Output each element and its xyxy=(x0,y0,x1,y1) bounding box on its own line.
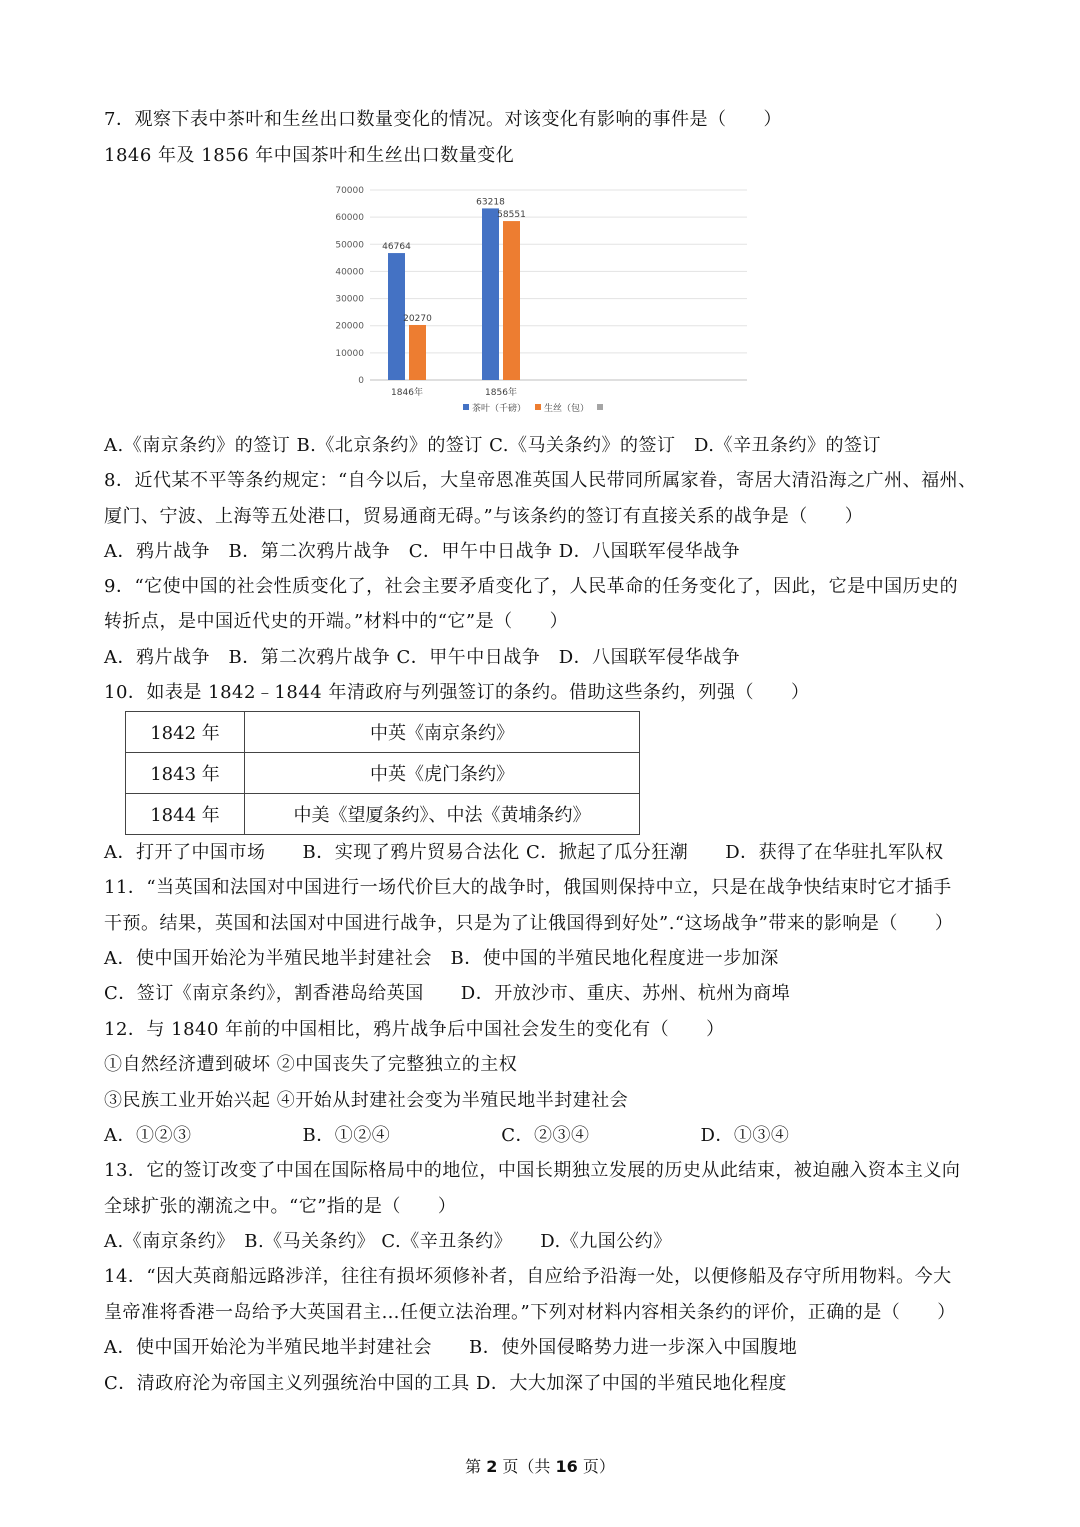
table-year-cell: 1844 年 xyxy=(126,794,245,835)
q7-stem: 7．观察下表中茶叶和生丝出口数量变化的情况。对该变化有影响的事件是（ ） xyxy=(104,109,782,130)
q8-stem-2: 厦门、宁波、上海等五处港口，贸易通商无碍。”与该条约的签订有直接关系的战争是（ ） xyxy=(104,506,864,527)
x-category-label: 1856年 xyxy=(485,388,517,398)
table-year-cell: 1842 年 xyxy=(126,712,245,753)
legend-label: 茶叶（千磅） xyxy=(472,404,527,414)
treaty-table xyxy=(125,711,640,835)
y-tick-label: 0 xyxy=(358,376,364,386)
q7-chart-caption: 1846 年及 1856 年中国茶叶和生丝出口数量变化 xyxy=(104,145,515,166)
bar xyxy=(409,325,426,380)
q9-options: A．鸦片战争 B．第二次鸦片战争 C．甲午中日战争 D．八国联军侵华战争 xyxy=(104,647,741,668)
q7-options: A.《南京条约》的签订 B.《北京条约》的签订 C.《马关条约》的签订 D.《辛丑条约》的签订 xyxy=(104,435,881,456)
table-treaty-cell: 中英《虎门条约》 xyxy=(245,753,640,794)
q10-stem: 10．如表是 1842﹣1844 年清政府与列强签订的条约。借助这些条约，列强（ ） xyxy=(104,682,810,703)
q9-stem-1: 9．“它使中国的社会性质变化了，社会主要矛盾变化了，人民革命的任务变化了，因此，它是中国历史的 xyxy=(104,576,959,597)
bar-value-label: 46764 xyxy=(382,242,411,253)
table-year-cell: 1843 年 xyxy=(126,753,245,794)
q13-options: A.《南京条约》 B.《马关条约》 C.《辛丑条约》 D.《九国公约》 xyxy=(104,1231,672,1252)
x-category-label: 1846年 xyxy=(391,388,423,398)
legend-swatch xyxy=(535,404,541,410)
y-tick-label: 10000 xyxy=(335,348,364,359)
q8-stem-1: 8．近代某不平等条约规定：“自今以后，大皇帝恩准英国人民带同所属家眷，寄居大清沿海之广州、福州、 xyxy=(104,470,977,491)
q12-statements-1: ①自然经济遭到破坏 ②中国丧失了完整独立的主权 xyxy=(104,1054,518,1075)
y-tick-label: 60000 xyxy=(335,213,364,224)
q11-options-1: A．使中国开始沦为半殖民地半封建社会 B．使中国的半殖民地化程度进一步加深 xyxy=(104,948,779,969)
q12-stem: 12．与 1840 年前的中国相比，鸦片战争后中国社会发生的变化有（ ） xyxy=(104,1019,725,1040)
export-bar-chart xyxy=(332,180,752,418)
page-footer: 第 2 页（共 16 页） xyxy=(465,1457,615,1476)
q9-stem-2: 转折点，是中国近代史的开端。”材料中的“它”是（ ） xyxy=(104,611,569,632)
bar-value-label: 20270 xyxy=(403,313,432,324)
y-tick-label: 30000 xyxy=(335,294,364,305)
q14-options-2: C．清政府沦为帝国主义列强统治中国的工具 D．大大加深了中国的半殖民地化程度 xyxy=(104,1373,787,1394)
table-row xyxy=(126,712,640,753)
table-treaty-cell: 中美《望厦条约》、中法《黄埔条约》 xyxy=(245,794,640,835)
table-row xyxy=(126,794,640,835)
bar-value-label: 58551 xyxy=(497,210,526,221)
page-total: 16 xyxy=(555,1457,578,1476)
q11-stem-2: 干预。结果，英国和法国对中国进行战争，只是为了让俄国得到好处”.“这场战争”带来的影响是（ ） xyxy=(104,913,954,934)
q10-options: A．打开了中国市场 B．实现了鸦片贸易合法化 C．掀起了瓜分狂潮 D．获得了在华驻扎军队权 xyxy=(104,842,944,863)
page-number: 2 xyxy=(486,1457,498,1476)
bar-value-label: 63218 xyxy=(476,197,505,208)
q14-stem-1: 14．“因大英商船远路涉洋，往往有损坏须修补者，自应给予沿海一处，以便修船及存守所用物料。今大 xyxy=(104,1266,952,1287)
q11-stem-1: 11．“当英国和法国对中国进行一场代价巨大的战争时，俄国则保持中立，只是在战争快结束时它才插手 xyxy=(104,877,952,898)
q12-options: A．①②③ B．①②④ C．②③④ D．①③④ xyxy=(104,1125,790,1146)
q8-options: A．鸦片战争 B．第二次鸦片战争 C．甲午中日战争 D．八国联军侵华战争 xyxy=(104,541,741,562)
q13-stem-1: 13．它的签订改变了中国在国际格局中的地位，中国长期独立发展的历史从此结束，被迫融入资本主义向 xyxy=(104,1160,961,1181)
legend-swatch xyxy=(463,404,469,410)
table-treaty-cell: 中英《南京条约》 xyxy=(245,712,640,753)
bar xyxy=(482,208,499,380)
y-tick-label: 20000 xyxy=(335,321,364,332)
q12-statements-2: ③民族工业开始兴起 ④开始从封建社会变为半殖民地半封建社会 xyxy=(104,1090,629,1111)
legend-label: 生丝（包） xyxy=(544,404,590,414)
q11-options-2: C．签订《南京条约》，割香港岛给英国 D．开放沙市、重庆、苏州、杭州为商埠 xyxy=(104,983,791,1004)
legend-swatch xyxy=(597,404,603,410)
bar xyxy=(503,221,520,380)
y-tick-label: 70000 xyxy=(335,186,364,196)
q14-options-1: A．使中国开始沦为半殖民地半封建社会 B．使外国侵略势力进一步深入中国腹地 xyxy=(104,1337,798,1358)
q14-stem-2: 皇帝准将香港一岛给予大英国君主…任便立法治理。”下列对材料内容相关条约的评价，正确的是（ ） xyxy=(104,1302,956,1323)
y-tick-label: 40000 xyxy=(335,267,364,278)
q13-stem-2: 全球扩张的潮流之中。“它”指的是（ ） xyxy=(104,1196,457,1217)
table-row xyxy=(126,753,640,794)
y-tick-label: 50000 xyxy=(335,240,364,251)
